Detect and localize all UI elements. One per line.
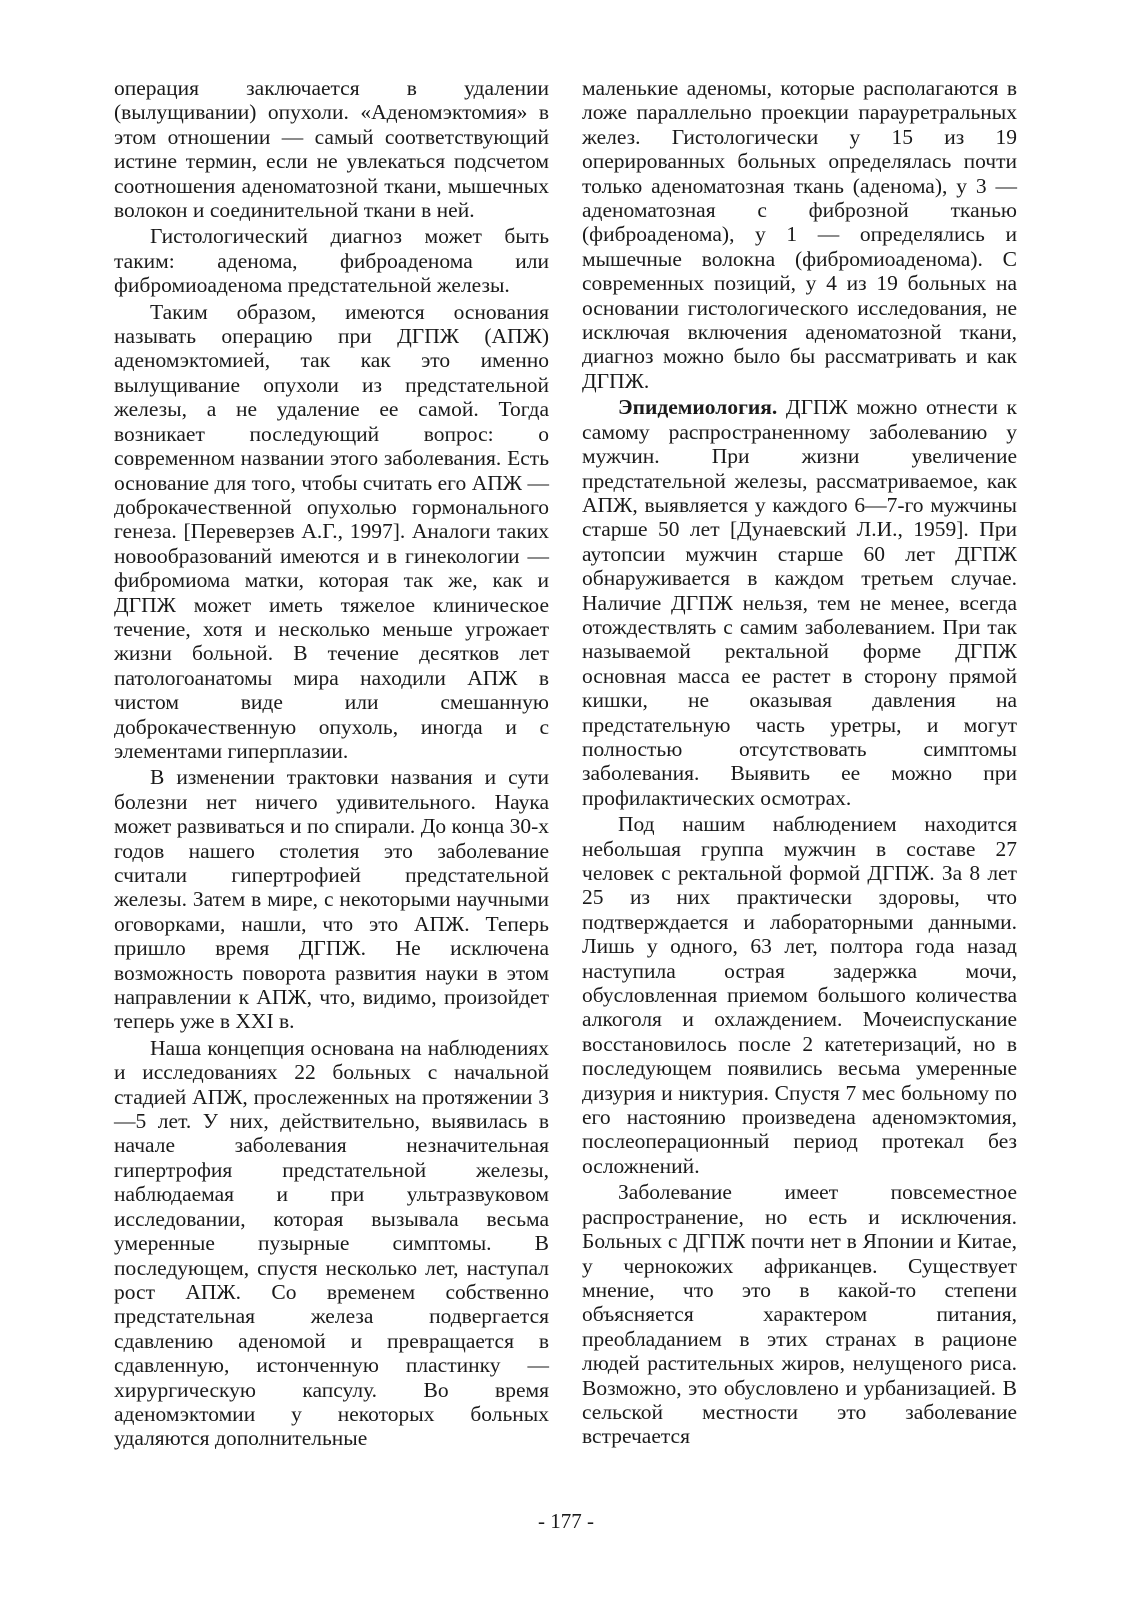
section-paragraph	[582, 395, 1017, 810]
section-text: ДГПЖ можно отнести к самому распространенному заболеванию у мужчин. При жизни увеличение предстательной железы, рассматриваемое, как АПЖ, выявляется у каждого 6—7-го мужчины старше 50 лет [Дунаевский Л.И., 1959]. При аутопсии мужчин старше 60 лет ДГПЖ обнаруживается в каждом третьем случае. Наличие ДГПЖ нельзя, тем не менее, всегда отождествлять с самим заболеванием. При так называемой ректальной форме ДГПЖ основная масса ее растет в сторону прямой кишки, не оказывая давления на предстательную часть уретры, и могут полностью отсутствовать симптомы заболевания. Выявить ее можно при профилактических осмотрах.	[582, 395, 1018, 810]
left-column	[114, 76, 549, 1451]
paragraph: Наша концепция основана на наблюдениях и исследованиях 22 больных с начальной стадией АПЖ, прослеженных на протяжении 3—5 лет. У них, действительно, выявилась в начале заболевания незначительная гипертрофия предстательной железы, наблюдаемая и при ультразвуковом исследовании, которая вызывала весьма умеренные пузырные симптомы. В последующем, спустя несколько лет, наступал рост АПЖ. Со временем собственно предстательная железа подвергается сдавлению аденомой и превращается в сдавленную, истонченную пластинку — хирургическую капсулу. Во время аденомэктомии у некоторых больных удаляются дополнительные	[114, 1035, 549, 1451]
right-column	[582, 76, 1017, 1449]
paragraph: В изменении трактовки названия и сути болезни нет ничего удивительного. Наука может развиваться и по спирали. До конца 30-х годов нашего столетия это заболевание считали гипертрофией предстательной железы. Затем в мире, с некоторыми научными оговорками, нашли, что это АПЖ. Теперь пришло время ДГПЖ. Не исключена возможность поворота развития науки в этом направлении к АПЖ, что, видимо, произойдет теперь уже в XXI в.	[114, 765, 549, 1034]
paragraph: операция заключается в удалении (вылущивании) опухоли. «Аденомэктомия» в этом отношении — самый соответствующий истине термин, если не увлекаться подсчетом соотношения аденоматозной ткани, мышечных волокон и соединительной ткани в ней.	[114, 76, 549, 223]
page-number: - 177 -	[538, 1509, 594, 1533]
paragraph: Гистологический диагноз может быть таким: аденома, фиброаденома или фибромиоаденома предстательной железы.	[114, 224, 549, 298]
paragraph: маленькие аденомы, которые располагаются в ложе параллельно проекции парауретральных желез. Гистологически у 15 из 19 оперированных больных определялась почти только аденоматозная ткань (аденома), у 3 — аденоматозная с фиброзной тканью (фиброаденома), у 1 — определялись и мышечные волокна (фибромиоаденома). С современных позиций, у 4 из 19 больных на основании гистологического исследования, не исключая включения аденоматозной ткани, диагноз можно было бы рассматривать и как ДГПЖ.	[582, 76, 1017, 393]
paragraph: Таким образом, имеются основания называть операцию при ДГПЖ (АПЖ) аденомэктомией, так как это именно вылущивание опухоли из предстательной железы, а не удаление ее самой. Тогда возникает последующий вопрос: о современном названии этого заболевания. Есть основание для того, чтобы считать его АПЖ — доброкачественной опухолью гормонального генеза. [Переверзев А.Г., 1997]. Аналоги таких новообразований имеются и в гинекологии — фибромиома матки, которая так же, как и ДГПЖ может иметь тяжелое клиническое течение, хотя и несколько меньше угрожает жизни больной. В течение десятков лет патологоанатомы мира находили АПЖ в чистом виде или смешанную доброкачественную опухоль, иногда и с элементами гиперплазии.	[114, 299, 549, 763]
paragraph: Заболевание имеет повсеместное распространение, но есть и исключения. Больных с ДГПЖ почти нет в Японии и Китае, у чернокожих африканцев. Существует мнение, что это в какой-то степени объясняется характером питания, преобладанием в этих странах в рационе людей растительных жиров, нелущеного риса. Возможно, это обусловлено и урбанизацией. В сельской местности это заболевание встречается	[582, 1180, 1017, 1449]
section-heading: Эпидемиология.	[618, 395, 778, 420]
paragraph: Под нашим наблюдением находится небольшая группа мужчин в составе 27 человек с ректальной формой ДГПЖ. За 8 лет 25 из них практически здоровы, что подтверждается и лабораторными данными. Лишь у одного, 63 лет, полтора года назад наступила острая задержка мочи, обусловленная приемом большого количества алкоголя и охлаждением. Мочеиспускание восстановилось после 2 катетеризаций, но в последующем появились весьма умеренные дизурия и никтурия. Спустя 7 мес больному по его настоянию произведена аденомэктомия, послеоперационный период протекал без осложнений.	[582, 812, 1017, 1178]
